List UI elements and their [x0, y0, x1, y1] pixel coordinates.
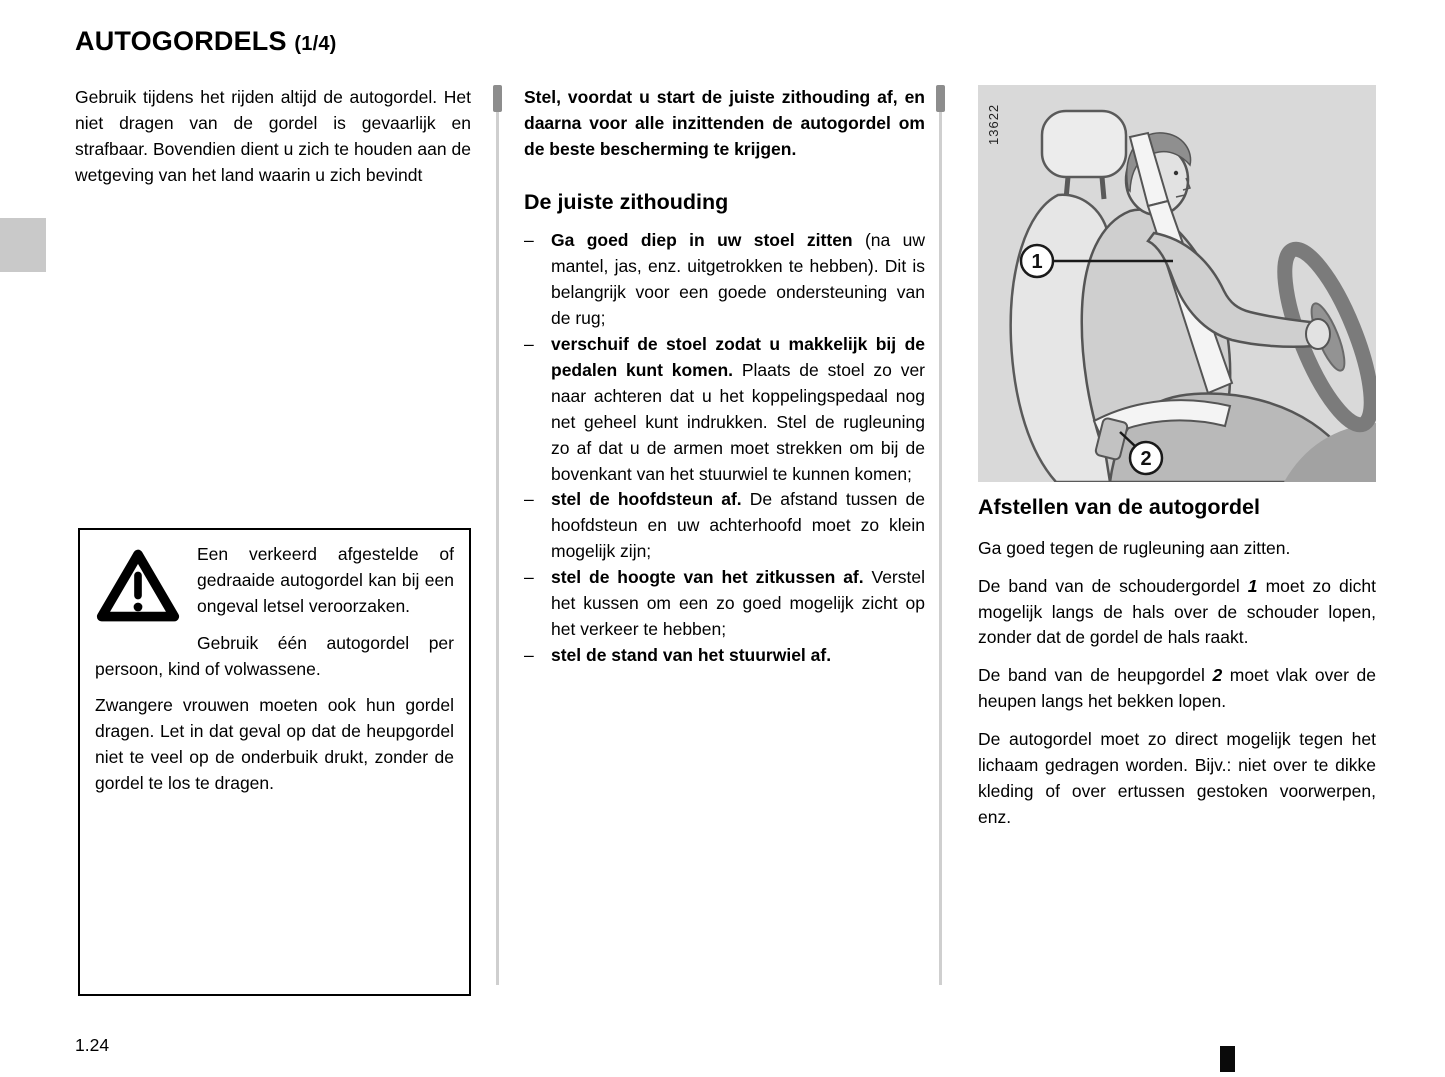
paragraph-text: moet zo dicht mogelijk langs de hals over de schouder lopen, zonder dat de gordel de hals raakt. — [978, 575, 1376, 648]
paragraph: Ga goed tegen de rugleuning aan zitten. — [978, 537, 1291, 558]
list-item-lead: Ga goed diep in uw stoel zitten — [551, 230, 853, 251]
right-column — [978, 492, 1376, 843]
list-item-rest: (na uw mantel, jas, enz. uitgetrokken te hebben). Dit is belangrijk voor een goede ondersteuning van de rug; — [551, 230, 925, 329]
divider-cap — [493, 85, 502, 112]
print-mark — [1220, 1046, 1235, 1072]
middle-column — [524, 85, 925, 669]
list-bullet: – — [524, 644, 534, 665]
list-item-text — [551, 228, 925, 332]
figure-number: 13622 — [986, 103, 1001, 145]
callout-1-label: 1 — [1031, 251, 1043, 273]
intro-paragraph: Gebruik tijdens het rijden altijd de autogordel. Het niet dragen van de gordel is gevaarlijk en strafbaar. Bovendien dient u zich te houden aan de wetgeving van het land waarin u zich bevindt — [75, 87, 471, 185]
page-title-text: AUTOGORDELS — [75, 26, 287, 56]
paragraph: De autogordel moet zo direct mogelijk tegen het lichaam gedragen worden. Bijv.: niet over te dikke kleding of over ertussen gestoken voorwerpen, enz. — [978, 729, 1376, 827]
warning-paragraph: Een verkeerd afgestelde of gedraaide autogordel kan bij een ongeval letsel veroorzaken. — [197, 544, 454, 616]
belt-ref-1: 1 — [1247, 575, 1258, 596]
headrest — [1042, 111, 1126, 177]
list-bullet: – — [524, 489, 534, 510]
warning-triangle-icon — [95, 546, 181, 626]
list-item — [524, 565, 925, 643]
section-heading: De juiste zithouding — [524, 189, 729, 214]
column-divider — [936, 85, 945, 985]
divider-line — [496, 112, 499, 985]
page-title — [75, 26, 337, 57]
list-bullet: – — [524, 567, 534, 588]
seatbelt-illustration — [978, 85, 1376, 482]
list-item-rest: Plaats de stoel zo ver naar achteren dat u het koppelingspedaal nog net geheel kunt indrukken. Stel de rugleuning zo af dat u de armen moet strekken om bij de bovenkant van het stuurwiel te kunnen komen; — [551, 359, 926, 484]
list-bullet: – — [524, 230, 534, 251]
warning-paragraph: Gebruik één autogordel per persoon, kind of volwassene. — [95, 632, 454, 679]
paragraph-text: De band van de schoudergordel — [978, 575, 1248, 596]
callout-2-label: 2 — [1140, 448, 1152, 470]
list-item-text — [551, 332, 925, 487]
paragraph-text: moet vlak over de heupen langs het bekken lopen. — [978, 665, 1377, 712]
list-item-text — [551, 643, 925, 669]
instruction-list — [524, 228, 925, 668]
list-item-lead: stel de hoofdsteun af. — [551, 489, 742, 510]
list-bullet: – — [524, 334, 534, 355]
list-item-text — [551, 565, 925, 643]
driver-hand — [1306, 319, 1330, 349]
paragraph-text: De band van de heupgordel — [978, 665, 1213, 686]
page-number: 1.24 — [75, 1035, 110, 1055]
list-item-text — [551, 487, 925, 565]
column-divider — [493, 85, 502, 985]
list-item-lead: stel de stand van het stuurwiel af. — [551, 644, 832, 665]
list-item-rest: Verstel het kussen om een zo goed mogelijk zicht op het verkeer te hebben; — [551, 567, 925, 639]
chapter-edge-tab — [0, 218, 46, 272]
page-title-suffix: (1/4) — [294, 33, 337, 55]
list-item — [524, 332, 925, 487]
list-item — [524, 228, 925, 332]
lead-paragraph: Stel, voordat u start de juiste zithouding af, en daarna voor alle inzittenden de autogordel om de beste bescherming te krijgen. — [524, 87, 925, 159]
divider-cap — [936, 85, 945, 112]
belt-ref-2: 2 — [1212, 665, 1223, 686]
list-item-lead: verschuif de stoel zodat u makkelijk bij de pedalen kunt komen. — [551, 334, 925, 380]
list-item-rest: De afstand tussen de hoofdsteun en uw achterhoofd moet zo klein mogelijk zijn; — [551, 489, 925, 562]
warning-paragraph: Zwangere vrouwen moeten ook hun gordel dragen. Let in dat geval op dat de heupgordel niet te veel op de onderbuik drukt, zonder de gordel te los te dragen. — [95, 695, 454, 794]
list-item — [524, 643, 925, 669]
divider-line — [939, 112, 942, 985]
paragraph — [978, 663, 1376, 715]
list-item-lead: stel de hoogte van het zitkussen af. — [551, 567, 864, 588]
list-item — [524, 487, 925, 565]
figure-seatbelt — [978, 85, 1376, 482]
paragraph — [978, 574, 1376, 652]
warning-box — [78, 528, 471, 996]
section-heading: Afstellen van de autogordel — [978, 495, 1260, 519]
left-column — [75, 85, 471, 189]
